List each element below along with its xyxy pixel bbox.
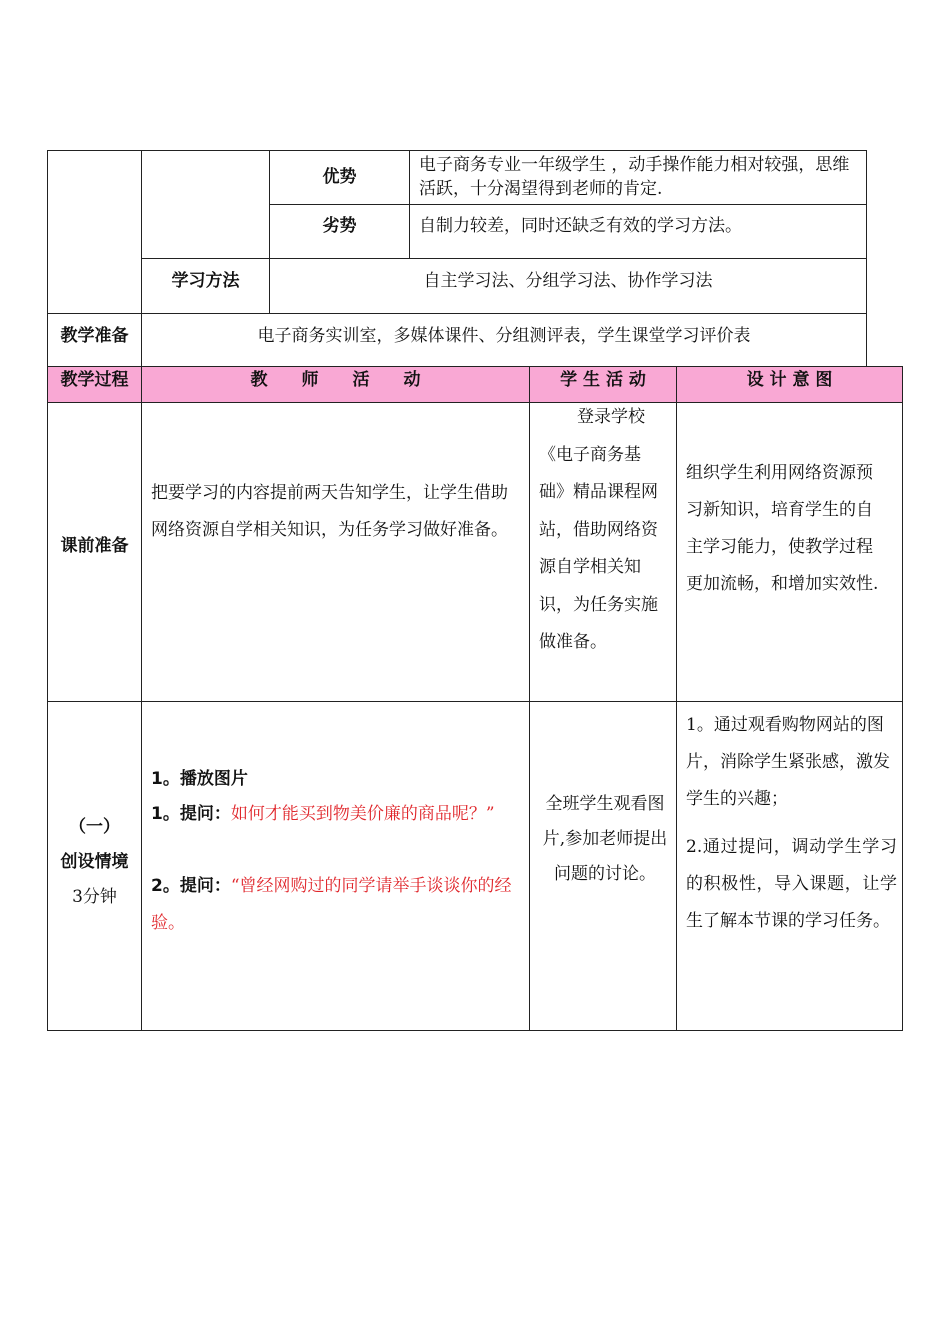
- header-teacher-cell: [141, 366, 530, 403]
- row1-design-text: 组织学生利用网络资源预习新知识，培育学生的自主学习能力，使教学过程更加流畅，和增加实效性.: [686, 463, 879, 594]
- row2-label-line3: 3分钟: [72, 887, 117, 907]
- row2-student-cell: [529, 701, 677, 1031]
- row1-student-cell: [529, 402, 677, 702]
- row1-teacher-text: 把要学习的内容提前两天告知学生，让学生借助网络资源自学相关知识，为任务学习做好准备。: [151, 483, 508, 540]
- prep-text-cell: [141, 313, 867, 367]
- question1-label: 1。提问：: [151, 804, 231, 824]
- row2-teacher-step1: 1。播放图片: [151, 769, 248, 789]
- sub-blank-cell: [141, 150, 270, 259]
- row2-label-line2: 创设情境: [60, 852, 129, 872]
- method-label-cell: [141, 258, 270, 314]
- method-text-cell: [269, 258, 867, 314]
- row1-label: 课前准备: [60, 536, 129, 556]
- row1-label-cell: [47, 402, 142, 702]
- method-label: 学习方法: [171, 271, 240, 291]
- header-process-cell: [47, 366, 142, 403]
- row1-student-text: 登录学校《电子商务基础》精品课程网站，借助网络资源自学相关知识，为任务实施做准备。: [539, 407, 658, 652]
- row2-label-cell: [47, 701, 142, 1031]
- row2-student-text: 全班学生观看图片,参加老师提出问题的讨论。: [542, 794, 668, 884]
- row2-design-p1: 1。通过观看购物网站的图片，消除学生紧张感，激发学生的兴趣；: [686, 715, 890, 809]
- prep-label: 教学准备: [60, 326, 129, 346]
- question2-text: “曾经网购过的同学请举手谈谈你的经验。: [151, 876, 512, 933]
- advantage-text: 电子商务专业一年级学生 ，动手操作能力相对较强，思维活跃，十分渴望得到老师的肯定.: [419, 155, 850, 199]
- weakness-text: 自制力较差，同时还缺乏有效的学习方法。: [419, 216, 742, 236]
- header-design: 设 计 意 图: [746, 370, 833, 390]
- left-blank-cell: [47, 150, 142, 314]
- header-design-cell: [676, 366, 903, 403]
- row2-teacher-question2: [151, 868, 516, 942]
- question2-label: 2。提问：: [151, 876, 231, 896]
- method-text: 自主学习法、分组学习法、协作学习法: [423, 271, 713, 291]
- question1-text: 如何才能买到物美价廉的商品呢？”: [230, 804, 495, 824]
- weakness-label: 劣势: [322, 216, 357, 236]
- weakness-label-cell: [269, 204, 410, 259]
- advantage-label: 优势: [322, 167, 357, 187]
- weakness-text-cell: [409, 204, 867, 259]
- row1-design-cell: [676, 402, 903, 702]
- advantage-text-cell: [409, 150, 867, 205]
- row2-teacher-question1: [151, 796, 516, 833]
- row1-teacher-cell: [141, 402, 530, 702]
- prep-text: 电子商务实训室，多媒体课件、分组测评表，学生课堂学习评价表: [257, 326, 751, 346]
- header-student: 学 生 活 动: [560, 370, 646, 390]
- row2-design-p2: 2.通过提问，调动学生学习的积极性，导入课题，让学生了解本节课的学习任务。: [686, 837, 897, 931]
- row2-teacher-cell: [141, 701, 530, 1031]
- prep-label-cell: [47, 313, 142, 367]
- header-process: 教学过程: [60, 370, 129, 390]
- row2-label-line1: （一）: [69, 817, 120, 837]
- row2-design-cell: [676, 701, 903, 1031]
- header-student-cell: [529, 366, 677, 403]
- header-teacher: 教 师 活 动: [250, 370, 421, 390]
- advantage-label-cell: [269, 150, 410, 205]
